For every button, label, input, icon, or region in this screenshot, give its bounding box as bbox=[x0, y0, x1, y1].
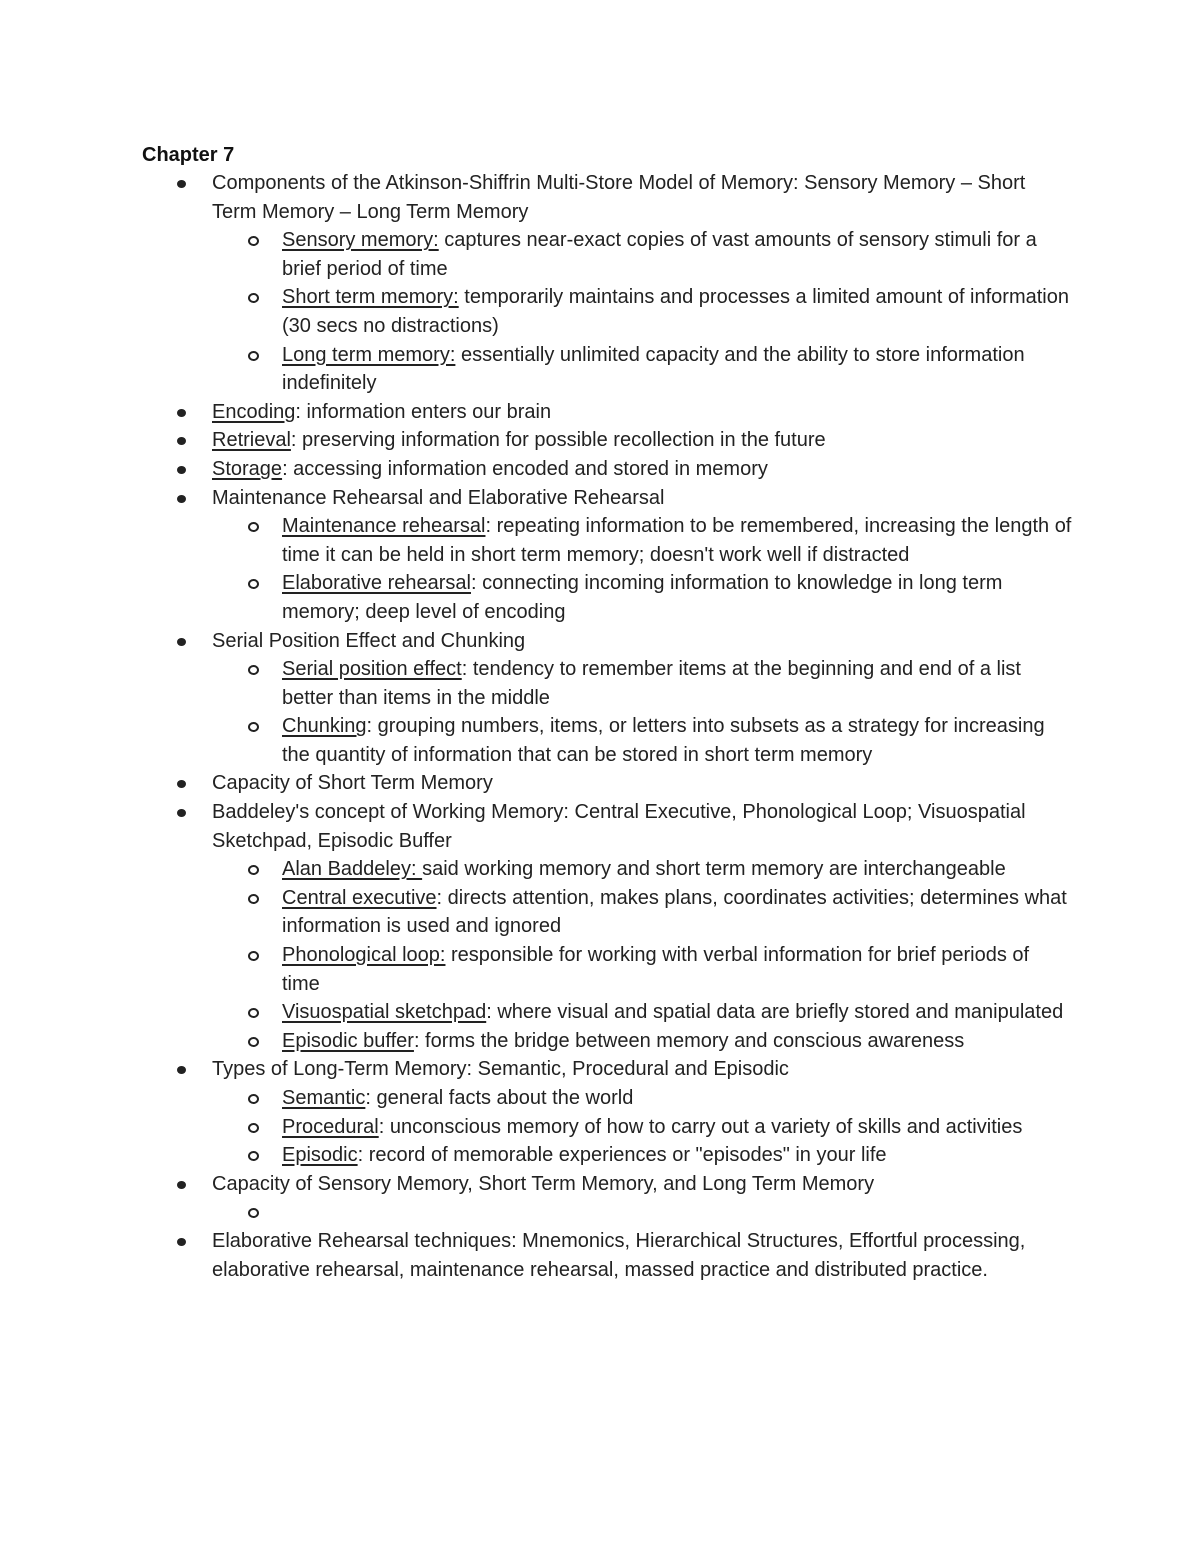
term: Semantic bbox=[282, 1087, 366, 1109]
definition: : tendency to remember items at the beginning and end of a list better than items in the middle bbox=[282, 658, 1021, 709]
definition: captures near-exact copies of vast amounts of sensory stimuli for a brief period of time bbox=[282, 229, 1037, 280]
sub-list-item bbox=[282, 1027, 1072, 1056]
item-text: Elaborative Rehearsal techniques: Mnemonics, Hierarchical Structures, Effortful processing, elaborative rehearsal, maintenance rehearsal, massed practice and distributed practice. bbox=[212, 1229, 1026, 1281]
term: Visuospatial sketchpad bbox=[282, 1001, 487, 1024]
list-item bbox=[0, 484, 1072, 627]
sub-list-item bbox=[282, 1141, 1072, 1170]
item-text: Components of the Atkinson-Shiffrin Multi-Store Model of Memory: Sensory Memory – Short Term Memory – Long Term Memory bbox=[212, 172, 1026, 223]
term: Central executive bbox=[282, 886, 437, 909]
bullet-icon bbox=[177, 180, 186, 188]
list-item bbox=[0, 1227, 1072, 1284]
circle-bullet-icon bbox=[248, 293, 259, 303]
definition: essentially unlimited capacity and the ability to store information indefinitely bbox=[282, 343, 1025, 395]
definition: : record of memorable experiences or "episodes" in your life bbox=[357, 1144, 887, 1167]
sub-list-item bbox=[282, 512, 1072, 569]
circle-bullet-icon bbox=[248, 1037, 259, 1047]
item-text: Baddeley's concept of Working Memory: Central Executive, Phonological Loop; Visuospatial Sketchpad, Episodic Buffer bbox=[212, 801, 1026, 852]
term: Episodic bbox=[282, 1144, 358, 1167]
circle-bullet-icon bbox=[248, 951, 259, 961]
sub-list bbox=[212, 226, 1072, 398]
term: Phonological loop: bbox=[282, 944, 446, 967]
notes-list bbox=[0, 169, 1200, 1284]
definition: : forms the bridge between memory and conscious awareness bbox=[413, 1029, 965, 1052]
item-text: Capacity of Short Term Memory bbox=[212, 772, 493, 795]
sub-list-item bbox=[282, 1084, 1072, 1113]
bullet-icon bbox=[177, 638, 186, 646]
term: Alan Baddeley: bbox=[282, 858, 423, 881]
item-text: Serial Position Effect and Chunking bbox=[212, 629, 526, 652]
term: Short term memory: bbox=[282, 286, 459, 309]
definition: said working memory and short term memory are interchangeable bbox=[422, 858, 1006, 881]
definition: : connecting incoming information to knowledge in long term memory; deep level of encoding bbox=[282, 572, 1003, 623]
sub-list-item bbox=[282, 283, 1072, 340]
circle-bullet-icon bbox=[248, 1208, 259, 1218]
list-item bbox=[0, 169, 1072, 398]
circle-bullet-icon bbox=[248, 236, 259, 246]
sub-list bbox=[212, 512, 1072, 626]
definition: : where visual and spatial data are briefly stored and manipulated bbox=[486, 1001, 1064, 1024]
term: Encoding bbox=[212, 400, 296, 423]
item-text: Capacity of Sensory Memory, Short Term Memory, and Long Term Memory bbox=[212, 1172, 875, 1195]
definition: : directs attention, makes plans, coordinates activities; determines what information is used and ignored bbox=[282, 886, 1067, 938]
term: Episodic buffer bbox=[282, 1029, 414, 1052]
circle-bullet-icon bbox=[248, 894, 259, 904]
circle-bullet-icon bbox=[248, 722, 259, 732]
sub-list-item-empty bbox=[282, 1198, 1072, 1227]
definition: responsible for working with verbal information for brief periods of time bbox=[282, 944, 1030, 995]
bullet-icon bbox=[177, 466, 186, 474]
circle-bullet-icon bbox=[248, 1094, 259, 1104]
definition: : preserving information for possible recollection in the future bbox=[290, 429, 826, 452]
definition: temporarily maintains and processes a limited amount of information (30 secs no distractions) bbox=[282, 286, 1069, 337]
bullet-icon bbox=[177, 780, 186, 788]
bullet-icon bbox=[177, 409, 186, 417]
bullet-icon bbox=[177, 495, 186, 503]
sub-list bbox=[212, 655, 1072, 769]
definition: : general facts about the world bbox=[365, 1087, 634, 1109]
sub-list-item bbox=[282, 855, 1072, 884]
list-item bbox=[0, 798, 1072, 1055]
bullet-icon bbox=[177, 1181, 186, 1189]
sub-list-item bbox=[282, 712, 1072, 769]
list-item bbox=[0, 1055, 1072, 1169]
term: Retrieval bbox=[212, 429, 291, 452]
term: Maintenance rehearsal bbox=[282, 515, 486, 538]
term: Serial position effect bbox=[282, 658, 462, 681]
sub-list bbox=[212, 1084, 1072, 1170]
definition: : accessing information encoded and stored in memory bbox=[282, 457, 768, 480]
sub-list bbox=[212, 1198, 1072, 1227]
circle-bullet-icon bbox=[248, 351, 259, 361]
sub-list-item bbox=[282, 941, 1072, 998]
bullet-icon bbox=[177, 809, 186, 817]
circle-bullet-icon bbox=[248, 665, 259, 675]
definition: : grouping numbers, items, or letters into subsets as a strategy for increasing the quantity of information that can be stored in short term memory bbox=[282, 715, 1045, 766]
sub-list-item bbox=[282, 655, 1072, 712]
list-item bbox=[0, 769, 1072, 798]
circle-bullet-icon bbox=[248, 522, 259, 532]
circle-bullet-icon bbox=[248, 1123, 259, 1133]
list-item bbox=[0, 627, 1072, 770]
term: Elaborative rehearsal bbox=[282, 572, 471, 595]
bullet-icon bbox=[177, 437, 186, 445]
circle-bullet-icon bbox=[248, 1151, 259, 1161]
sub-list-item bbox=[282, 226, 1072, 283]
bullet-icon bbox=[177, 1066, 186, 1074]
bullet-icon bbox=[177, 1238, 186, 1246]
definition: : unconscious memory of how to carry out a variety of skills and activities bbox=[378, 1115, 1023, 1138]
list-item bbox=[0, 426, 1072, 455]
term: Storage bbox=[212, 457, 283, 480]
item-text: Maintenance Rehearsal and Elaborative Rehearsal bbox=[212, 486, 665, 509]
term: Procedural bbox=[282, 1115, 379, 1138]
sub-list bbox=[212, 855, 1072, 1055]
circle-bullet-icon bbox=[248, 579, 259, 589]
term: Sensory memory: bbox=[282, 229, 439, 252]
list-item bbox=[0, 1170, 1072, 1227]
definition: : information enters our brain bbox=[295, 400, 552, 423]
list-item bbox=[0, 455, 1072, 484]
sub-list-item bbox=[282, 569, 1072, 626]
list-item bbox=[0, 398, 1072, 427]
sub-list-item bbox=[282, 341, 1072, 398]
definition: : repeating information to be remembered, increasing the length of time it can be held in short term memory; doesn't work well if distracted bbox=[282, 515, 1072, 566]
term: Chunking bbox=[282, 715, 367, 738]
sub-list-item bbox=[282, 1113, 1072, 1142]
term: Long term memory: bbox=[282, 343, 456, 366]
chapter-title: Chapter 7 bbox=[142, 144, 235, 166]
sub-list-item bbox=[282, 998, 1072, 1027]
item-text: Types of Long-Term Memory: Semantic, Procedural and Episodic bbox=[212, 1058, 789, 1081]
sub-list-item bbox=[282, 884, 1072, 941]
circle-bullet-icon bbox=[248, 1008, 259, 1018]
circle-bullet-icon bbox=[248, 865, 259, 875]
